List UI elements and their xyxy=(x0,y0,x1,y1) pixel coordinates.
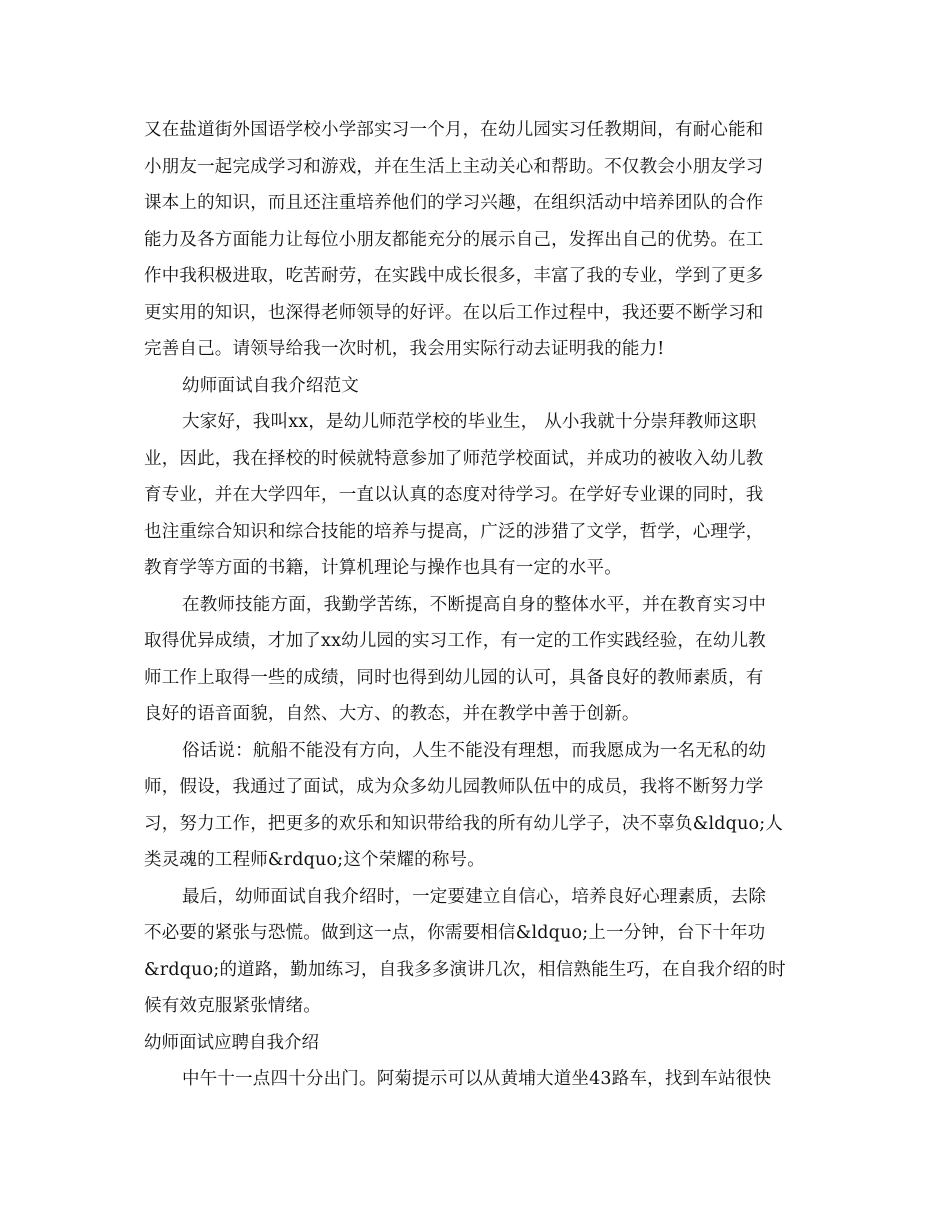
text-line: 育专业，并在大学四年，一直以认真的态度对待学习。在学好专业课的同时，我 xyxy=(144,485,764,505)
text-line: 完善自己。请领导给我一次时机，我会用实际行动去证明我的能力! xyxy=(144,339,665,359)
text-line: 大家好，我叫xx，是幼儿师范学校的毕业生， 从小我就十分崇拜教师这职 xyxy=(182,412,757,432)
text-line: 不必要的紧张与恐慌。做到这一点，你需要相信&ldquo;上一分钟，台下十年功 xyxy=(144,923,766,943)
text-line: 更实用的知识，也深得老师领导的好评。在以后工作过程中，我还要不断学习和 xyxy=(144,302,764,323)
text-line: 习，努力工作，把更多的欢乐和知识带给我的所有幼儿学子，决不辜负&ldquo;人 xyxy=(144,813,784,834)
text-line: 也注重综合知识和综合技能的培养与提高，广泛的涉猎了文学，哲学，心理学， xyxy=(144,521,764,542)
text-line: 能力及各方面能力让每位小朋友都能充分的展示自己，发挥出自己的优势。在工 xyxy=(144,229,764,250)
text-line: 良好的语音面貌，自然、大方、的教态，并在教学中善于创新。 xyxy=(144,704,640,724)
text-line: 课本上的知识，而且还注重培养他们的学习兴趣，在组织活动中培养团队的合作 xyxy=(144,193,764,213)
text-line: 业，因此，我在择校的时候就特意参加了师范学校面试，并成功的被收入幼儿教 xyxy=(144,448,764,469)
text-line: &rdquo;的道路，勤加练习，自我多多演讲几次，相信熟能生巧，在自我介绍的时 xyxy=(144,959,786,980)
section-title-sample: 幼师面试自我介绍范文 xyxy=(182,375,359,396)
text-line: 取得优异成绩，才加了xx幼儿园的实习工作，有一定的工作实践经验，在幼儿教 xyxy=(144,631,766,651)
text-line: 在教师技能方面，我勤学苦练，不断提高自身的整体水平，并在教育实习中 xyxy=(182,594,767,615)
paragraph-conclusion xyxy=(144,879,808,1025)
paragraph-introduction xyxy=(144,404,808,587)
paragraph-narrative xyxy=(144,1061,808,1098)
text-line: 师，假设，我通过了面试，成为众多幼儿园教师队伍中的成员，我将不断努力学 xyxy=(144,777,764,797)
text-line: 师工作上取得一些的成绩，同时也得到幼儿园的认可，具备良好的教师素质，有 xyxy=(144,667,764,688)
text-line: 作中我积极进取，吃苦耐劳，在实践中成长很多，丰富了我的专业，学到了更多 xyxy=(144,266,764,286)
paragraph-aspiration xyxy=(144,733,808,879)
text-line: 最后，幼师面试自我介绍时，一定要建立自信心，培养良好心理素质，去除 xyxy=(182,886,767,907)
text-line: 俗话说：航船不能没有方向，人生不能没有理想，而我愿成为一名无私的幼 xyxy=(182,740,767,761)
paragraph-teaching-skills xyxy=(144,587,808,733)
text-line: 小朋友一起完成学习和游戏，并在生活上主动关心和帮助。不仅教会小朋友学习 xyxy=(144,156,764,177)
text-line: 类灵魂的工程师&rdquo;这个荣耀的称号。 xyxy=(144,850,485,870)
text-line: 中午十一点四十分出门。阿菊提示可以从黄埔大道坐43路车，找到车站很快 xyxy=(182,1069,772,1089)
text-line: 候有效克服紧张情绪。 xyxy=(144,996,321,1016)
text-line: 又在盐道街外国语学校小学部实习一个月，在幼儿园实习任教期间，有耐心能和 xyxy=(144,120,764,140)
text-line: 教育学等方面的书籍，计算机理论与操作也具有一定的水平。 xyxy=(144,558,622,578)
section-title-application: 幼师面试应聘自我介绍 xyxy=(144,1032,319,1053)
paragraph-internship xyxy=(144,112,808,368)
document-page xyxy=(144,112,808,1098)
